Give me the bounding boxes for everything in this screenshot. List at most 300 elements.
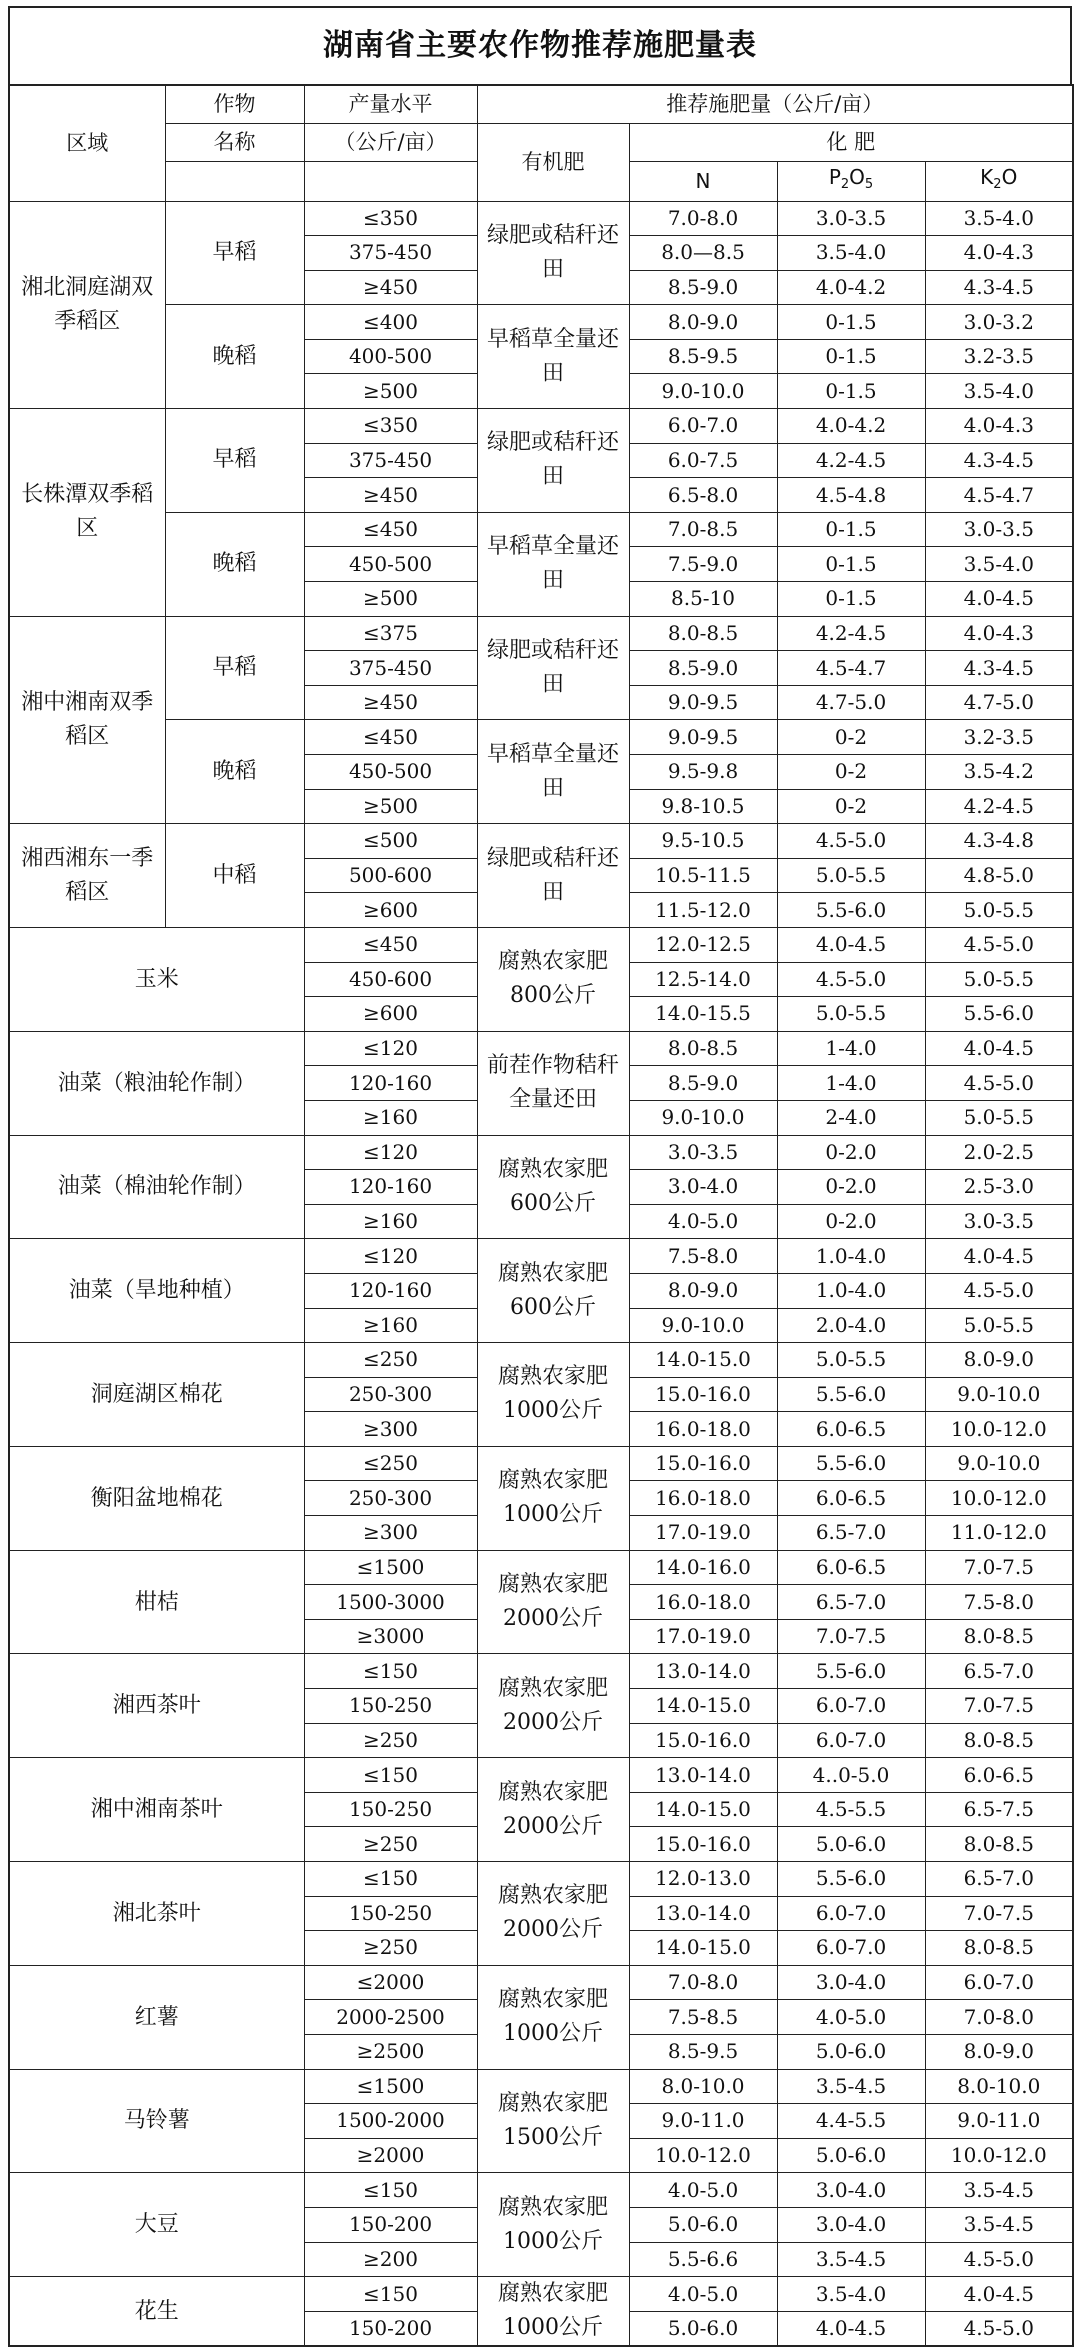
yield-cell: ≥450 xyxy=(304,270,477,305)
k2o-cell: 8.0-8.5 xyxy=(925,1931,1073,1966)
k2o-cell: 4.0-4.5 xyxy=(925,1031,1073,1066)
table-row xyxy=(9,927,1073,962)
yield-cell: ≤150 xyxy=(304,1758,477,1793)
region-cell: 湘西湘东一季稻区 xyxy=(9,824,165,928)
header-p2o5: $P_2O_5$ xyxy=(777,161,925,201)
table-header xyxy=(9,85,1073,201)
k2o-cell: 10.0-12.0 xyxy=(925,1481,1073,1516)
n-cell: 8.5-9.5 xyxy=(629,2034,777,2069)
n-cell: 8.5-9.0 xyxy=(629,270,777,305)
table-row xyxy=(9,2173,1073,2208)
k2o-cell: 4.8-5.0 xyxy=(925,858,1073,893)
yield-cell: 120-160 xyxy=(304,1170,477,1205)
organic-cell: 绿肥或秸秆还田 xyxy=(477,201,629,305)
header-k2o: $K_2O$ xyxy=(925,161,1073,201)
yield-cell: ≤1500 xyxy=(304,1550,477,1585)
n-cell: 11.5-12.0 xyxy=(629,893,777,928)
k2o-cell: 3.5-4.0 xyxy=(925,374,1073,409)
k2o-cell: 3.2-3.5 xyxy=(925,720,1073,755)
crop-cell: 早稻 xyxy=(165,201,304,305)
p2o5-cell: 2-4.0 xyxy=(777,1100,925,1135)
p2o5-cell: 4.5-5.0 xyxy=(777,962,925,997)
n-cell: 3.0-4.0 xyxy=(629,1170,777,1205)
yield-cell: ≤450 xyxy=(304,927,477,962)
table-row xyxy=(9,1862,1073,1897)
n-cell: 15.0-16.0 xyxy=(629,1377,777,1412)
yield-cell: ≤250 xyxy=(304,1343,477,1378)
k2o-cell: 8.0-9.0 xyxy=(925,1343,1073,1378)
crop-cell: 花生 xyxy=(9,2277,304,2347)
n-cell: 5.0-6.0 xyxy=(629,2207,777,2242)
n-cell: 14.0-15.5 xyxy=(629,997,777,1032)
k2o-cell: 4.2-4.5 xyxy=(925,789,1073,824)
crop-cell: 中稻 xyxy=(165,824,304,928)
yield-cell: 450-600 xyxy=(304,962,477,997)
p2o5-cell: 5.5-6.0 xyxy=(777,1654,925,1689)
header-organic: 有机肥 xyxy=(477,123,629,201)
yield-cell: ≥500 xyxy=(304,374,477,409)
n-cell: 9.0-9.5 xyxy=(629,720,777,755)
p2o5-cell: 0-2 xyxy=(777,789,925,824)
crop-cell: 晚稻 xyxy=(165,305,304,409)
organic-cell: 早稻草全量还田 xyxy=(477,512,629,616)
k2o-cell: 7.0-7.5 xyxy=(925,1689,1073,1724)
p2o5-cell: 0-1.5 xyxy=(777,547,925,582)
k2o-cell: 9.0-10.0 xyxy=(925,1446,1073,1481)
yield-cell: 450-500 xyxy=(304,547,477,582)
organic-cell: 腐熟农家肥2000公斤 xyxy=(477,1862,629,1966)
organic-cell: 腐熟农家肥600公斤 xyxy=(477,1135,629,1239)
k2o-cell: 8.0-8.5 xyxy=(925,1723,1073,1758)
yield-cell: 450-500 xyxy=(304,755,477,790)
p2o5-cell: 1-4.0 xyxy=(777,1066,925,1101)
crop-cell: 柑桔 xyxy=(9,1550,304,1654)
table-row xyxy=(9,1239,1073,1274)
yield-cell: 375-450 xyxy=(304,443,477,478)
crop-cell: 湘中湘南茶叶 xyxy=(9,1758,304,1862)
yield-cell: ≥160 xyxy=(304,1204,477,1239)
p2o5-cell: 6.0-6.5 xyxy=(777,1481,925,1516)
region-cell: 长株潭双季稻区 xyxy=(9,409,165,617)
yield-cell: ≤150 xyxy=(304,1654,477,1689)
p2o5-cell: 0-1.5 xyxy=(777,374,925,409)
table-row xyxy=(9,1446,1073,1481)
p2o5-cell: 0-2 xyxy=(777,720,925,755)
organic-cell: 腐熟农家肥1000公斤 xyxy=(477,1343,629,1447)
p2o5-cell: 5.0-6.0 xyxy=(777,2138,925,2173)
yield-cell: 2000-2500 xyxy=(304,2000,477,2035)
n-cell: 8.0-10.0 xyxy=(629,2069,777,2104)
k2o-cell: 5.0-5.5 xyxy=(925,1100,1073,1135)
k2o-cell: 10.0-12.0 xyxy=(925,1412,1073,1447)
table-row xyxy=(9,1135,1073,1170)
n-cell: 9.0-11.0 xyxy=(629,2104,777,2139)
k2o-cell: 3.0-3.5 xyxy=(925,512,1073,547)
k2o-cell: 8.0-9.0 xyxy=(925,2034,1073,2069)
crop-cell: 油菜（棉油轮作制） xyxy=(9,1135,304,1239)
organic-cell: 腐熟农家肥1000公斤 xyxy=(477,2173,629,2277)
p2o5-cell: 5.5-6.0 xyxy=(777,893,925,928)
region-cell: 湘北洞庭湖双季稻区 xyxy=(9,201,165,409)
p2o5-cell: 0-2.0 xyxy=(777,1170,925,1205)
n-cell: 17.0-19.0 xyxy=(629,1619,777,1654)
yield-cell: ≥500 xyxy=(304,582,477,617)
yield-cell: ≥250 xyxy=(304,1723,477,1758)
table-row xyxy=(9,616,1073,651)
p2o5-cell: 6.0-7.0 xyxy=(777,1931,925,1966)
n-cell: 9.5-10.5 xyxy=(629,824,777,859)
n-cell: 15.0-16.0 xyxy=(629,1723,777,1758)
crop-cell: 早稻 xyxy=(165,616,304,720)
k2o-cell: 7.5-8.0 xyxy=(925,1585,1073,1620)
n-cell: 16.0-18.0 xyxy=(629,1481,777,1516)
n-cell: 14.0-15.0 xyxy=(629,1343,777,1378)
k2o-cell: 4.5-5.0 xyxy=(925,1273,1073,1308)
table-row xyxy=(9,720,1073,755)
p2o5-cell: 3.0-4.0 xyxy=(777,2173,925,2208)
k2o-cell: 4.0-4.5 xyxy=(925,582,1073,617)
yield-cell: ≥160 xyxy=(304,1308,477,1343)
p2o5-cell: 4.5-5.0 xyxy=(777,824,925,859)
document-title: 湖南省主要农作物推荐施肥量表 xyxy=(8,6,1072,84)
n-cell: 9.8-10.5 xyxy=(629,789,777,824)
p2o5-cell: 0-1.5 xyxy=(777,305,925,340)
n-cell: 7.5-8.0 xyxy=(629,1239,777,1274)
k2o-cell: 4.0-4.5 xyxy=(925,1239,1073,1274)
yield-cell: ≥2000 xyxy=(304,2138,477,2173)
p2o5-cell: 5.5-6.0 xyxy=(777,1446,925,1481)
p2o5-cell: 5.0-5.5 xyxy=(777,997,925,1032)
k2o-cell: 4.0-4.5 xyxy=(925,2277,1073,2312)
p2o5-cell: 7.0-7.5 xyxy=(777,1619,925,1654)
yield-cell: 400-500 xyxy=(304,339,477,374)
p2o5-cell: 4.0-4.5 xyxy=(777,927,925,962)
crop-cell: 马铃薯 xyxy=(9,2069,304,2173)
yield-cell: ≤150 xyxy=(304,1862,477,1897)
n-cell: 9.0-9.5 xyxy=(629,685,777,720)
k2o-cell: 9.0-11.0 xyxy=(925,2104,1073,2139)
yield-cell: ≥250 xyxy=(304,1931,477,1966)
k2o-cell: 4.3-4.5 xyxy=(925,270,1073,305)
table-row xyxy=(9,1550,1073,1585)
k2o-cell: 3.5-4.0 xyxy=(925,201,1073,236)
p2o5-cell: 0-2.0 xyxy=(777,1135,925,1170)
n-cell: 12.0-12.5 xyxy=(629,927,777,962)
n-cell: 8.0-8.5 xyxy=(629,616,777,651)
k2o-cell: 6.5-7.0 xyxy=(925,1654,1073,1689)
fertilizer-table xyxy=(8,84,1074,2347)
p2o5-cell: 1-4.0 xyxy=(777,1031,925,1066)
p2o5-cell: 6.0-6.5 xyxy=(777,1550,925,1585)
yield-cell: ≤400 xyxy=(304,305,477,340)
crop-cell: 玉米 xyxy=(9,927,304,1031)
crop-cell: 湘西茶叶 xyxy=(9,1654,304,1758)
yield-cell: ≤120 xyxy=(304,1031,477,1066)
n-cell: 5.5-6.6 xyxy=(629,2242,777,2277)
n-cell: 14.0-15.0 xyxy=(629,1792,777,1827)
organic-cell: 早稻草全量还田 xyxy=(477,305,629,409)
k2o-cell: 5.5-6.0 xyxy=(925,997,1073,1032)
n-cell: 12.0-13.0 xyxy=(629,1862,777,1897)
yield-cell: 1500-2000 xyxy=(304,2104,477,2139)
k2o-cell: 4.5-5.0 xyxy=(925,2311,1073,2346)
n-cell: 6.0-7.5 xyxy=(629,443,777,478)
k2o-cell: 4.0-4.3 xyxy=(925,616,1073,651)
p2o5-cell: 5.0-6.0 xyxy=(777,1827,925,1862)
yield-cell: 150-200 xyxy=(304,2207,477,2242)
n-cell: 8.0-9.0 xyxy=(629,1273,777,1308)
yield-cell: ≤375 xyxy=(304,616,477,651)
organic-cell: 腐熟农家肥1500公斤 xyxy=(477,2069,629,2173)
k2o-cell: 4.3-4.5 xyxy=(925,443,1073,478)
organic-cell: 绿肥或秸秆还田 xyxy=(477,616,629,720)
k2o-cell: 4.5-5.0 xyxy=(925,927,1073,962)
k2o-cell: 6.0-7.0 xyxy=(925,1965,1073,2000)
p2o5-cell: 4.0-4.5 xyxy=(777,2311,925,2346)
yield-cell: ≥450 xyxy=(304,685,477,720)
k2o-cell: 4.0-4.3 xyxy=(925,409,1073,444)
k2o-cell: 3.5-4.5 xyxy=(925,2207,1073,2242)
k2o-cell: 8.0-8.5 xyxy=(925,1827,1073,1862)
p2o5-cell: 0-1.5 xyxy=(777,512,925,547)
crop-cell: 红薯 xyxy=(9,1965,304,2069)
k2o-cell: 4.5-4.7 xyxy=(925,478,1073,513)
p2o5-cell: 0-1.5 xyxy=(777,582,925,617)
p2o5-cell: 4.0-4.2 xyxy=(777,270,925,305)
p2o5-cell: 6.0-7.0 xyxy=(777,1723,925,1758)
table-row xyxy=(9,1343,1073,1378)
region-cell: 湘中湘南双季稻区 xyxy=(9,616,165,824)
n-cell: 5.0-6.0 xyxy=(629,2311,777,2346)
n-cell: 14.0-15.0 xyxy=(629,1931,777,1966)
n-cell: 16.0-18.0 xyxy=(629,1412,777,1447)
p2o5-cell: 4.7-5.0 xyxy=(777,685,925,720)
table-row xyxy=(9,1758,1073,1793)
n-cell: 17.0-19.0 xyxy=(629,1516,777,1551)
table-row xyxy=(9,1965,1073,2000)
yield-cell: 375-450 xyxy=(304,236,477,271)
table-row xyxy=(9,409,1073,444)
k2o-cell: 7.0-7.5 xyxy=(925,1550,1073,1585)
yield-cell: ≥160 xyxy=(304,1100,477,1135)
p2o5-cell: 5.0-6.0 xyxy=(777,2034,925,2069)
table-row xyxy=(9,201,1073,236)
p2o5-cell: 5.0-5.5 xyxy=(777,858,925,893)
yield-cell: ≥300 xyxy=(304,1516,477,1551)
header-crop-line1: 作物 xyxy=(165,85,304,123)
n-cell: 14.0-16.0 xyxy=(629,1550,777,1585)
k2o-cell: 4.3-4.5 xyxy=(925,651,1073,686)
p2o5-cell: 5.5-6.0 xyxy=(777,1377,925,1412)
yield-cell: ≥200 xyxy=(304,2242,477,2277)
yield-cell: ≤150 xyxy=(304,2277,477,2312)
n-cell: 7.5-9.0 xyxy=(629,547,777,582)
n-cell: 9.0-10.0 xyxy=(629,1308,777,1343)
k2o-cell: 6.5-7.5 xyxy=(925,1792,1073,1827)
p2o5-cell: 4.0-4.2 xyxy=(777,409,925,444)
yield-cell: 250-300 xyxy=(304,1377,477,1412)
p2o5-cell: 5.0-5.5 xyxy=(777,1343,925,1378)
n-cell: 13.0-14.0 xyxy=(629,1654,777,1689)
p2o5-cell: 4.0-5.0 xyxy=(777,2000,925,2035)
p2o5-cell: 3.5-4.5 xyxy=(777,2069,925,2104)
organic-cell: 腐熟农家肥2000公斤 xyxy=(477,1550,629,1654)
table-row xyxy=(9,512,1073,547)
p2o5-cell: 4.5-4.8 xyxy=(777,478,925,513)
k2o-cell: 3.2-3.5 xyxy=(925,339,1073,374)
n-cell: 8.0-9.0 xyxy=(629,305,777,340)
yield-cell: ≤450 xyxy=(304,720,477,755)
yield-cell: ≤2000 xyxy=(304,1965,477,2000)
k2o-cell: 5.0-5.5 xyxy=(925,893,1073,928)
crop-cell: 晚稻 xyxy=(165,512,304,616)
organic-cell: 腐熟农家肥1000公斤 xyxy=(477,1446,629,1550)
k2o-cell: 7.0-8.0 xyxy=(925,2000,1073,2035)
p2o5-cell: 6.5-7.0 xyxy=(777,1516,925,1551)
n-cell: 8.5-10 xyxy=(629,582,777,617)
k2o-cell: 5.0-5.5 xyxy=(925,1308,1073,1343)
table-row xyxy=(9,2277,1073,2312)
n-cell: 3.0-3.5 xyxy=(629,1135,777,1170)
k2o-cell: 4.0-4.3 xyxy=(925,236,1073,271)
crop-cell: 湘北茶叶 xyxy=(9,1862,304,1966)
k2o-cell: 3.0-3.5 xyxy=(925,1204,1073,1239)
header-crop-line2: 名称 xyxy=(165,123,304,161)
yield-cell: ≥300 xyxy=(304,1412,477,1447)
p2o5-cell: 4.5-4.7 xyxy=(777,651,925,686)
yield-cell: ≥3000 xyxy=(304,1619,477,1654)
p2o5-cell: 4.4-5.5 xyxy=(777,2104,925,2139)
p2o5-cell: 0-2.0 xyxy=(777,1204,925,1239)
p2o5-cell: 3.0-4.0 xyxy=(777,2207,925,2242)
table-row xyxy=(9,2069,1073,2104)
n-cell: 7.0-8.0 xyxy=(629,201,777,236)
header-yield-line1: 产量水平 xyxy=(304,85,477,123)
k2o-cell: 4.3-4.8 xyxy=(925,824,1073,859)
organic-cell: 腐熟农家肥1000公斤 xyxy=(477,2277,629,2347)
yield-cell: 250-300 xyxy=(304,1481,477,1516)
p2o5-cell: 4.5-5.5 xyxy=(777,1792,925,1827)
header-region: 区域 xyxy=(9,85,165,201)
yield-cell: ≤350 xyxy=(304,409,477,444)
table-row xyxy=(9,305,1073,340)
yield-cell: ≥250 xyxy=(304,1827,477,1862)
table-row xyxy=(9,824,1073,859)
crop-cell: 衡阳盆地棉花 xyxy=(9,1446,304,1550)
k2o-cell: 11.0-12.0 xyxy=(925,1516,1073,1551)
p2o5-cell: 0-1.5 xyxy=(777,339,925,374)
k2o-cell: 4.5-5.0 xyxy=(925,2242,1073,2277)
n-cell: 16.0-18.0 xyxy=(629,1585,777,1620)
yield-cell: ≤350 xyxy=(304,201,477,236)
yield-cell: 500-600 xyxy=(304,858,477,893)
p2o5-cell: 1.0-4.0 xyxy=(777,1273,925,1308)
p2o5-cell: 2.0-4.0 xyxy=(777,1308,925,1343)
p2o5-cell: 3.5-4.5 xyxy=(777,2242,925,2277)
n-cell: 8.0—8.5 xyxy=(629,236,777,271)
k2o-cell: 3.5-4.5 xyxy=(925,2173,1073,2208)
n-cell: 7.0-8.0 xyxy=(629,1965,777,2000)
header-n: N xyxy=(629,161,777,201)
p2o5-cell: 3.5-4.0 xyxy=(777,2277,925,2312)
p2o5-cell: 6.0-7.0 xyxy=(777,1689,925,1724)
n-cell: 9.5-9.8 xyxy=(629,755,777,790)
n-cell: 8.5-9.5 xyxy=(629,339,777,374)
p2o5-cell: 6.5-7.0 xyxy=(777,1585,925,1620)
yield-cell: ≥600 xyxy=(304,893,477,928)
crop-cell: 晚稻 xyxy=(165,720,304,824)
header-yield-blank xyxy=(304,161,477,201)
yield-cell: 1500-3000 xyxy=(304,1585,477,1620)
k2o-cell: 6.5-7.0 xyxy=(925,1862,1073,1897)
n-cell: 9.0-10.0 xyxy=(629,374,777,409)
k2o-cell: 9.0-10.0 xyxy=(925,1377,1073,1412)
crop-cell: 大豆 xyxy=(9,2173,304,2277)
n-cell: 13.0-14.0 xyxy=(629,1758,777,1793)
p2o5-cell: 3.0-4.0 xyxy=(777,1965,925,2000)
header-chemical: 化 肥 xyxy=(629,123,1073,161)
table-body xyxy=(9,201,1073,2346)
p2o5-cell: 3.0-3.5 xyxy=(777,201,925,236)
yield-cell: ≤450 xyxy=(304,512,477,547)
organic-cell: 前茬作物秸秆全量还田 xyxy=(477,1031,629,1135)
n-cell: 8.0-8.5 xyxy=(629,1031,777,1066)
p2o5-cell: 4..0-5.0 xyxy=(777,1758,925,1793)
yield-cell: 150-250 xyxy=(304,1896,477,1931)
yield-cell: 150-200 xyxy=(304,2311,477,2346)
k2o-cell: 6.0-6.5 xyxy=(925,1758,1073,1793)
header-crop-blank xyxy=(165,161,304,201)
n-cell: 4.0-5.0 xyxy=(629,1204,777,1239)
organic-cell: 腐熟农家肥1000公斤 xyxy=(477,1965,629,2069)
organic-cell: 腐熟农家肥2000公斤 xyxy=(477,1654,629,1758)
k2o-cell: 2.5-3.0 xyxy=(925,1170,1073,1205)
p2o5-cell: 3.5-4.0 xyxy=(777,236,925,271)
n-cell: 4.0-5.0 xyxy=(629,2277,777,2312)
yield-cell: 150-250 xyxy=(304,1689,477,1724)
organic-cell: 腐熟农家肥600公斤 xyxy=(477,1239,629,1343)
p2o5-cell: 4.2-4.5 xyxy=(777,443,925,478)
p2o5-cell: 5.5-6.0 xyxy=(777,1862,925,1897)
n-cell: 6.5-8.0 xyxy=(629,478,777,513)
n-cell: 10.5-11.5 xyxy=(629,858,777,893)
k2o-cell: 3.0-3.2 xyxy=(925,305,1073,340)
yield-cell: 120-160 xyxy=(304,1273,477,1308)
organic-cell: 绿肥或秸秆还田 xyxy=(477,409,629,513)
yield-cell: 120-160 xyxy=(304,1066,477,1101)
organic-cell: 绿肥或秸秆还田 xyxy=(477,824,629,928)
k2o-cell: 8.0-10.0 xyxy=(925,2069,1073,2104)
yield-cell: ≤250 xyxy=(304,1446,477,1481)
crop-cell: 早稻 xyxy=(165,409,304,513)
n-cell: 7.5-8.5 xyxy=(629,2000,777,2035)
n-cell: 8.5-9.0 xyxy=(629,1066,777,1101)
n-cell: 14.0-15.0 xyxy=(629,1689,777,1724)
n-cell: 4.0-5.0 xyxy=(629,2173,777,2208)
k2o-cell: 3.5-4.2 xyxy=(925,755,1073,790)
p2o5-cell: 0-2 xyxy=(777,755,925,790)
k2o-cell: 3.5-4.0 xyxy=(925,547,1073,582)
yield-cell: ≤120 xyxy=(304,1135,477,1170)
table-row xyxy=(9,1654,1073,1689)
header-recommended: 推荐施肥量（公斤/亩） xyxy=(477,85,1073,123)
crop-cell: 洞庭湖区棉花 xyxy=(9,1343,304,1447)
yield-cell: ≥2500 xyxy=(304,2034,477,2069)
yield-cell: ≤500 xyxy=(304,824,477,859)
crop-cell: 油菜（粮油轮作制） xyxy=(9,1031,304,1135)
k2o-cell: 4.5-5.0 xyxy=(925,1066,1073,1101)
n-cell: 8.5-9.0 xyxy=(629,651,777,686)
